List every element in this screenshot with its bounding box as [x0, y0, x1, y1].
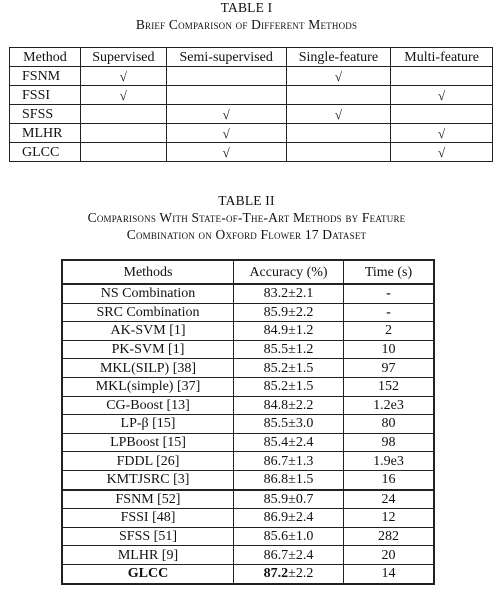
empty-cell: [166, 86, 286, 105]
accuracy-cell: [234, 564, 344, 583]
check-mark-cell: √: [286, 67, 391, 86]
table-row: [62, 509, 434, 528]
table-row: [62, 396, 434, 415]
table-row: [62, 284, 434, 303]
method-cell: FSSI [48]: [62, 509, 234, 528]
table-row: [62, 490, 434, 509]
header-time: Time (s): [344, 260, 435, 284]
time-cell: -: [344, 284, 435, 303]
header-method: Method: [10, 48, 81, 67]
method-cell: LPBoost [15]: [62, 433, 234, 452]
table1-subtitle: Brief Comparison of Different Methods: [135, 17, 358, 32]
table-row: [62, 452, 434, 471]
state-of-the-art-table: [61, 259, 435, 585]
accuracy-cell: 85.9±0.7: [234, 490, 344, 509]
accuracy-cell: 86.7±2.4: [234, 546, 344, 565]
table2-subtitle-line1: Comparisons With State-of-The-Art Methods by Feature: [87, 210, 406, 225]
method-cell: MLHR: [10, 124, 81, 143]
table-row: [62, 359, 434, 378]
check-mark-cell: √: [391, 86, 493, 105]
header-multi-feature: Multi-feature: [391, 48, 493, 67]
table-row: [62, 322, 434, 341]
table-row: [62, 377, 434, 396]
time-cell: 1.9e3: [344, 452, 435, 471]
empty-cell: [286, 86, 391, 105]
time-cell: 97: [344, 359, 435, 378]
method-cell: MKL(SILP) [38]: [62, 359, 234, 378]
table-row: [10, 143, 493, 162]
check-mark-cell: √: [80, 86, 166, 105]
check-mark-cell: √: [80, 67, 166, 86]
table-row: [62, 433, 434, 452]
time-cell: 152: [344, 377, 435, 396]
table-row: [10, 105, 493, 124]
table-row: [62, 527, 434, 546]
table-header-row: [10, 48, 493, 67]
table2-subtitle-line2: Combination on Oxford Flower 17 Dataset: [126, 227, 367, 242]
method-cell: FSSI: [10, 86, 81, 105]
accuracy-cell: 83.2±2.1: [234, 284, 344, 303]
empty-cell: [80, 124, 166, 143]
time-cell: 16: [344, 470, 435, 489]
accuracy-cell: 86.9±2.4: [234, 509, 344, 528]
header-semi-supervised: Semi-supervised: [166, 48, 286, 67]
check-mark-cell: √: [286, 105, 391, 124]
time-cell: 98: [344, 433, 435, 452]
empty-cell: [391, 105, 493, 124]
method-cell: SRC Combination: [62, 303, 234, 322]
table-row: [10, 86, 493, 105]
table-row: [62, 415, 434, 434]
header-supervised: Supervised: [80, 48, 166, 67]
check-mark-cell: √: [166, 124, 286, 143]
table-row: [10, 124, 493, 143]
accuracy-cell: 84.9±1.2: [234, 322, 344, 341]
empty-cell: [286, 124, 391, 143]
method-cell: KMTJSRC [3]: [62, 470, 234, 489]
empty-cell: [286, 143, 391, 162]
method-cell: CG-Boost [13]: [62, 396, 234, 415]
method-cell: PK-SVM [1]: [62, 340, 234, 359]
comparison-table: [9, 47, 493, 162]
method-cell: SFSS [51]: [62, 527, 234, 546]
method-cell: LP-β [15]: [62, 415, 234, 434]
accuracy-cell: 85.5±1.2: [234, 340, 344, 359]
accuracy-cell: 85.2±1.5: [234, 359, 344, 378]
table-row: [62, 470, 434, 489]
accuracy-best-value: 87.2: [263, 566, 289, 582]
time-cell: -: [344, 303, 435, 322]
header-accuracy: Accuracy (%): [234, 260, 344, 284]
accuracy-std: ±2.2: [288, 566, 314, 582]
time-cell: 12: [344, 509, 435, 528]
method-cell: MKL(simple) [37]: [62, 377, 234, 396]
method-cell: GLCC: [10, 143, 81, 162]
time-cell: 10: [344, 340, 435, 359]
accuracy-cell: 85.2±1.5: [234, 377, 344, 396]
time-cell: 20: [344, 546, 435, 565]
check-mark-cell: √: [166, 105, 286, 124]
accuracy-cell: 85.4±2.4: [234, 433, 344, 452]
check-mark-cell: √: [166, 143, 286, 162]
header-single-feature: Single-feature: [286, 48, 391, 67]
method-cell: FDDL [26]: [62, 452, 234, 471]
table-row: [62, 564, 434, 583]
method-cell: GLCC: [62, 564, 234, 583]
accuracy-cell: 84.8±2.2: [234, 396, 344, 415]
method-cell: MLHR [9]: [62, 546, 234, 565]
accuracy-cell: 85.5±3.0: [234, 415, 344, 434]
accuracy-cell: 85.9±2.2: [234, 303, 344, 322]
accuracy-cell: 86.8±1.5: [234, 470, 344, 489]
time-cell: 14: [344, 564, 435, 583]
empty-cell: [391, 67, 493, 86]
accuracy-cell: 85.6±1.0: [234, 527, 344, 546]
table-row: [62, 303, 434, 322]
table2-title: TABLE II: [218, 193, 275, 208]
method-cell: NS Combination: [62, 284, 234, 303]
method-cell: SFSS: [10, 105, 81, 124]
method-cell: FSNM: [10, 67, 81, 86]
empty-cell: [166, 67, 286, 86]
time-cell: 1.2e3: [344, 396, 435, 415]
method-cell: FSNM [52]: [62, 490, 234, 509]
time-cell: 282: [344, 527, 435, 546]
table-row: [62, 340, 434, 359]
table1-title: TABLE I: [220, 0, 273, 15]
empty-cell: [80, 105, 166, 124]
table-header-row: [62, 260, 434, 284]
empty-cell: [80, 143, 166, 162]
accuracy-cell: 86.7±1.3: [234, 452, 344, 471]
table-row: [62, 546, 434, 565]
time-cell: 24: [344, 490, 435, 509]
time-cell: 80: [344, 415, 435, 434]
header-methods: Methods: [62, 260, 234, 284]
table-row: [10, 67, 493, 86]
check-mark-cell: √: [391, 124, 493, 143]
method-cell: AK-SVM [1]: [62, 322, 234, 341]
time-cell: 2: [344, 322, 435, 341]
check-mark-cell: √: [391, 143, 493, 162]
